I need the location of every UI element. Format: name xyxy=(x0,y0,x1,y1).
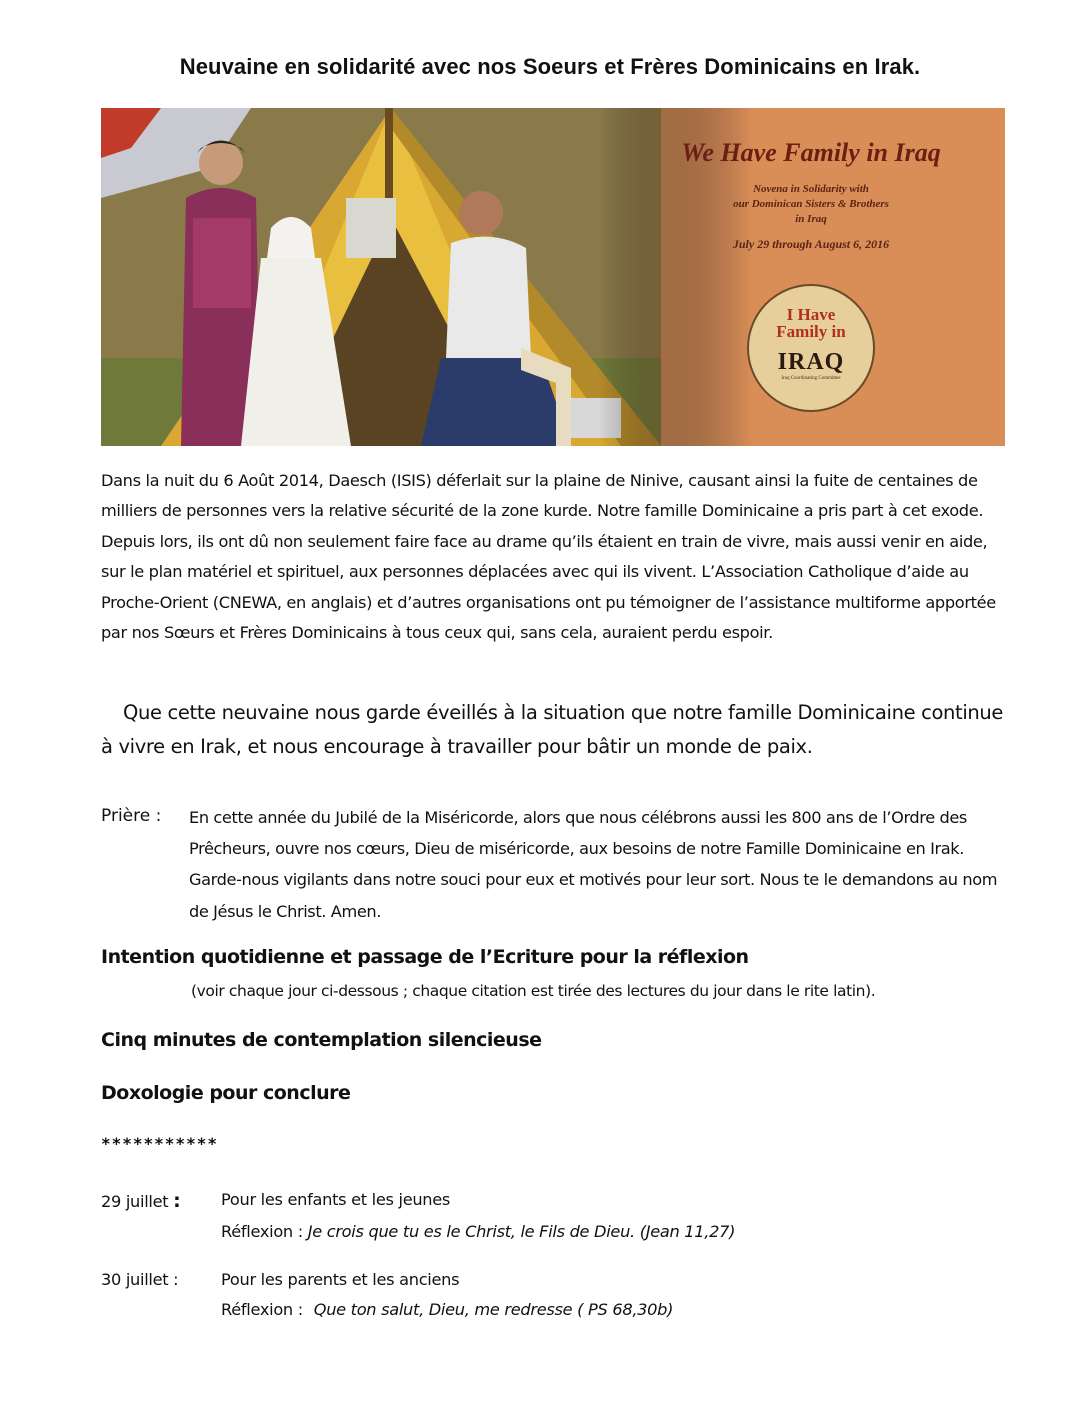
day-1-date-block xyxy=(101,1190,180,1212)
banner-subtitle-3: in Iraq xyxy=(795,213,827,225)
day-2-reflection: Que ton salut, Dieu, me redresse ( PS 68,30b) xyxy=(313,1300,674,1319)
logo-caption: Iraq Coordinating Committee xyxy=(781,376,841,381)
day-2-intention: Pour les parents et les anciens xyxy=(221,1270,460,1289)
intro-paragraph: Dans la nuit du 6 Août 2014, Daesch (ISIS) déferlait sur la plaine de Ninive, causant ainsi la fuite de centaines de milliers de personnes vers la relative sécurité de la zone kurde. Notre famille Dominicaine a pris part à cet exode. Depuis lors, ils ont dû non seulement faire face au drame qu’ils étaient en train de vivre, mais aussi venir en aide, sur le plan matériel et spirituel, aux personnes déplacées avec qui ils vivent. L’Association Catholique d’aide au Proche-Orient (CNEWA, en anglais) et d’autres organisations ont pu témoigner de l’assistance multiforme apportée par nos Sœurs et Frères Dominicains à tous ceux qui, sans cela, auraient perdu espoir. xyxy=(101,471,996,643)
hope-paragraph-block xyxy=(101,696,1011,764)
logo-line-2: Family in xyxy=(776,322,846,341)
logo-line-3: IRAQ xyxy=(777,349,845,375)
section-intention-note: (voir chaque jour ci-dessous ; chaque citation est tirée des lectures du jour dans le rite latin). xyxy=(191,982,876,1000)
day-1-colon: : xyxy=(173,1190,181,1212)
section-intention-heading: Intention quotidienne et passage de l’Ecriture pour la réflexion xyxy=(101,946,749,968)
day-1-reflection-label: Réflexion : xyxy=(221,1222,303,1241)
day-1-reflection-line xyxy=(221,1222,735,1241)
day-1-reflection: Je crois que tu es le Christ, le Fils de Dieu. (Jean 11,27) xyxy=(307,1222,736,1241)
day-2-reflection-line xyxy=(221,1300,673,1319)
hope-paragraph: Que cette neuvaine nous garde éveillés à la situation que notre famille Dominicaine continue à vivre en Irak, et nous encourage à travailler pour bâtir un monde de paix. xyxy=(101,701,1004,758)
banner-image xyxy=(101,108,1005,446)
day-2-reflection-label: Réflexion : xyxy=(221,1300,303,1319)
banner-dates: July 29 through August 6, 2016 xyxy=(732,237,890,251)
banner-subtitle-1: Novena in Solidarity with xyxy=(753,183,869,195)
day-1-intention: Pour les enfants et les jeunes xyxy=(221,1190,451,1209)
logo-line-1: I Have xyxy=(786,305,836,324)
banner-heading: We Have Family in Iraq xyxy=(681,138,941,167)
prayer-label: Prière : xyxy=(101,806,162,826)
family-in-iraq-logo xyxy=(747,284,875,412)
banner-caption xyxy=(631,138,991,252)
section-contemplation-heading: Cinq minutes de contemplation silencieuse xyxy=(101,1029,542,1051)
page-title: Neuvaine en solidarité avec nos Soeurs et Frères Dominicains en Irak. xyxy=(179,54,921,79)
day-2-date: 30 juillet : xyxy=(101,1270,179,1289)
prayer-text: En cette année du Jubilé de la Miséricorde, alors que nous célébrons aussi les 800 ans de l’Ordre des Prêcheurs, ouvre nos cœurs, Dieu de miséricorde, aux besoins de notre Famille Dominicaine en Irak. Garde-nous vigilants dans notre souci pour eux et motivés pour leur sort. Nous te le demandons au nom de Jésus le Christ. Amen. xyxy=(189,808,998,921)
banner-subtitle-2: our Dominican Sisters & Brothers xyxy=(733,198,889,210)
day-1-date: 29 juillet xyxy=(101,1192,169,1211)
section-doxology-heading: Doxologie pour conclure xyxy=(101,1082,351,1104)
day-2-date-block xyxy=(101,1270,178,1289)
separator: *********** xyxy=(101,1134,218,1153)
